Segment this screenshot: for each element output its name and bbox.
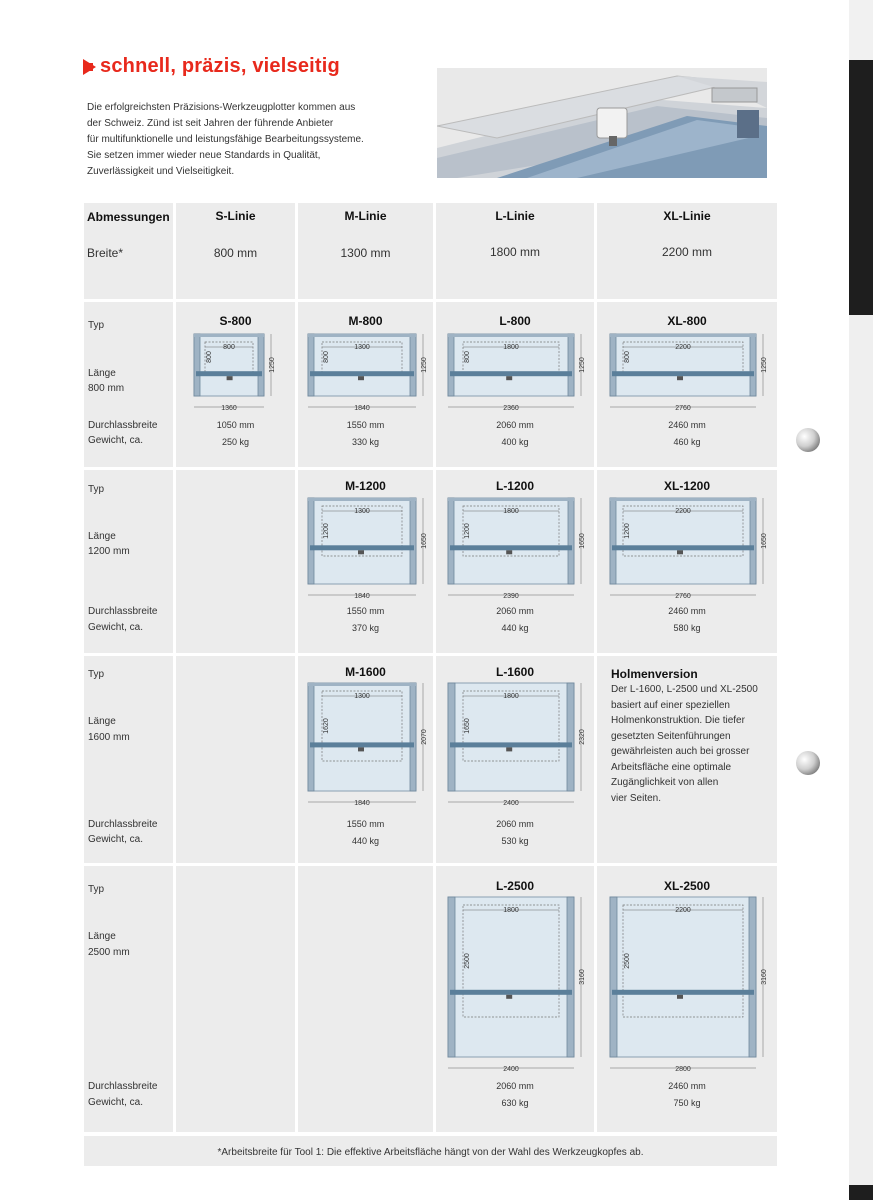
holmen-line: gewährleisten auch bei grosser	[611, 746, 750, 757]
inner-width-label: 800	[223, 344, 235, 351]
side-rail-right	[750, 334, 756, 396]
inner-width-label: 2200	[675, 344, 691, 351]
row-label-durchlass: Durchlassbreite	[88, 1081, 158, 1092]
row-label-typ: Typ	[88, 484, 105, 495]
page-edge-bottom	[849, 315, 873, 1185]
side-rail-right	[749, 897, 756, 1057]
spec-cell	[436, 816, 594, 850]
outer-width-label: 2390	[503, 593, 519, 600]
model-name: S-800	[219, 314, 252, 328]
row-label-laenge: Länge	[88, 931, 116, 942]
side-rail-left	[308, 334, 314, 396]
row-label-laenge: Länge	[88, 368, 116, 379]
spec-cell	[436, 1078, 594, 1112]
side-rail-right	[258, 334, 264, 396]
inner-height-label: 1650	[464, 718, 471, 734]
model-name: L-1200	[495, 479, 535, 493]
durchlass-value: 1550 mm	[346, 420, 385, 430]
holmen-line: Der L-1600, L-2500 und XL-2500	[611, 684, 758, 695]
model-cell-s-800	[176, 314, 295, 328]
intro-line: für multifunktionelle und leistungsfähige Bearbeitungssysteme.	[87, 134, 364, 145]
side-rail-left	[610, 897, 617, 1057]
holmen-line: Zugänglichkeit von allen	[611, 777, 719, 788]
inner-width-label: 2200	[675, 508, 691, 515]
inner-height-label: 2500	[624, 953, 631, 969]
dimension-diagram	[446, 895, 586, 1073]
durchlass-value: 2060 mm	[496, 1081, 534, 1091]
page-title: schnell, präzis, vielseitig	[100, 55, 340, 77]
gewicht-value: 580 kg	[673, 623, 701, 633]
dimension-diagram	[446, 496, 586, 600]
row-label-gewicht: Gewicht, ca.	[88, 1097, 144, 1108]
model-cell-xl-2500	[597, 879, 777, 893]
outer-width-label: 2760	[675, 405, 691, 412]
inner-height-label: 1200	[323, 523, 330, 539]
spec-cell	[436, 603, 594, 637]
gantry-bar	[612, 371, 754, 376]
plotter-diagram-svg	[446, 496, 586, 600]
tool-head	[358, 747, 364, 751]
side-rail-right	[750, 498, 756, 584]
gewicht-value: 330 kg	[351, 437, 380, 447]
row-label-durchlass: Durchlassbreite	[88, 606, 158, 617]
inner-height-label: 800	[624, 351, 631, 363]
row-label-gewicht: Gewicht, ca.	[88, 834, 144, 845]
outer-width-label: 2400	[503, 1066, 519, 1073]
model-name: XL-1200	[663, 479, 711, 493]
row-label-laenge: Länge	[88, 716, 116, 727]
top-frame	[448, 498, 574, 501]
holmen-line: Arbeitsfläche eine optimale	[611, 761, 732, 773]
holmen-line: Holmenkonstruktion. Die tiefer	[611, 715, 745, 726]
row-label-durchlass: Durchlassbreite	[88, 420, 158, 431]
model-cell-m-1200	[298, 479, 433, 493]
durchlass-value: 2460 mm	[668, 1081, 706, 1091]
gantry-bar	[450, 742, 572, 747]
breite-value-s: 800 mm	[213, 246, 258, 260]
side-rail-right	[410, 683, 416, 791]
top-frame	[610, 334, 756, 337]
model-cell-m-1600	[298, 665, 433, 679]
gantry-bar	[612, 545, 754, 550]
model-name: L-2500	[495, 879, 535, 893]
gantry-bar	[450, 545, 572, 550]
plotter-diagram-svg	[446, 332, 586, 412]
intro-line: Die erfolgreichsten Präzisions-Werkzeugplotter kommen aus	[87, 102, 356, 113]
plotter-diagram-svg	[446, 895, 586, 1073]
gewicht-value: 250 kg	[221, 437, 250, 447]
tool-head	[506, 550, 512, 554]
durchlass-value: 2060 mm	[496, 606, 534, 616]
outer-height-label: 1650	[421, 533, 428, 549]
model-cell-l-1200	[436, 479, 594, 493]
tool-head	[358, 550, 364, 554]
row-label-laenge-value: 1200 mm	[88, 546, 130, 557]
top-frame	[308, 683, 416, 686]
gewicht-value: 440 kg	[501, 623, 529, 633]
outer-height-label: 1250	[269, 357, 276, 373]
gewicht-value: 440 kg	[351, 836, 380, 846]
plotter-diagram-svg	[446, 681, 586, 807]
holmen-line: vier Seiten.	[611, 792, 662, 804]
inner-height-label: 800	[206, 351, 213, 363]
side-rail-left	[610, 334, 616, 396]
model-cell-l-2500	[436, 879, 594, 893]
top-frame	[610, 498, 756, 501]
tool-head	[677, 995, 683, 999]
inner-width-label: 1800	[503, 907, 519, 914]
gewicht-value: 400 kg	[501, 437, 529, 447]
inner-height-label: 1620	[323, 718, 330, 734]
model-cell-l-800	[436, 314, 594, 328]
side-rail-right	[410, 498, 416, 584]
tool-head	[227, 376, 233, 380]
outer-height-label: 1250	[421, 357, 428, 373]
holmen-line: gesetzten Seitenführungen	[611, 730, 731, 742]
side-rail-right	[567, 683, 574, 791]
side-rail-left	[448, 897, 455, 1057]
gantry-bar	[612, 990, 754, 995]
dimension-diagram	[306, 332, 428, 412]
outer-height-label: 3160	[761, 969, 768, 985]
gantry-bar	[196, 371, 262, 376]
durchlass-value: 2460 mm	[668, 606, 706, 616]
outer-height-label: 1250	[579, 357, 586, 373]
inner-width-label: 2200	[675, 907, 691, 914]
model-name: L-1600	[495, 665, 535, 679]
column-divider	[594, 203, 597, 1132]
spec-cell	[597, 603, 777, 637]
gewicht-value: 370 kg	[351, 623, 380, 633]
plotter-diagram-svg	[306, 496, 428, 600]
holmen-line: basiert auf einer speziellen	[611, 699, 730, 711]
inner-width-label: 1800	[503, 693, 519, 700]
outer-width-label: 1840	[354, 405, 370, 412]
side-rail-right	[568, 334, 574, 396]
header-label: Abmessungen	[87, 210, 170, 224]
side-rail-left	[448, 683, 455, 791]
gewicht-value: 460 kg	[673, 437, 701, 447]
inner-width-label: 1800	[503, 508, 519, 515]
header-column-xl: XL-Linie	[663, 209, 711, 223]
product-photo	[437, 68, 767, 178]
spec-cell	[597, 1078, 777, 1112]
outer-width-label: 1840	[354, 800, 370, 807]
side-rail-left	[610, 498, 616, 584]
spec-cell	[298, 603, 433, 637]
model-name: L-800	[499, 314, 531, 328]
plotter-diagram-svg	[608, 895, 768, 1073]
tool-head	[677, 550, 683, 554]
top-frame	[448, 334, 574, 337]
tool-head	[506, 995, 512, 999]
row-label-gewicht: Gewicht, ca.	[88, 622, 144, 633]
row-label-typ: Typ	[88, 669, 105, 680]
durchlass-value: 1550 mm	[346, 606, 385, 616]
inner-height-label: 800	[323, 351, 330, 363]
breite-value-xl: 2200 mm	[661, 245, 713, 259]
breite-label: Breite*	[87, 246, 124, 260]
header-column-m: M-Linie	[344, 209, 387, 223]
model-name: M-1600	[345, 665, 386, 679]
header-column-l: L-Linie	[495, 209, 535, 223]
intro-line: Sie setzen immer wieder neue Standards in Qualität,	[87, 150, 321, 161]
page-edge	[849, 0, 873, 1200]
outer-width-label: 1840	[354, 593, 370, 600]
plotter-diagram-svg	[608, 332, 768, 412]
spec-cell	[298, 417, 433, 451]
row-label-typ: Typ	[88, 884, 105, 895]
row-label-laenge-value: 1600 mm	[88, 732, 130, 743]
model-cell-m-800	[298, 314, 433, 328]
inner-height-label: 2500	[464, 953, 471, 969]
gantry-bar	[450, 371, 572, 376]
punch-hole-bottom	[796, 751, 820, 775]
outer-width-label: 2760	[675, 593, 691, 600]
model-cell-xl-1200	[597, 479, 777, 493]
row-label-durchlass: Durchlassbreite	[88, 819, 158, 830]
tool-head	[506, 747, 512, 751]
model-name: M-1200	[345, 479, 386, 493]
column-divider	[173, 203, 176, 1132]
spec-cell	[298, 816, 433, 850]
spec-cell	[597, 417, 777, 451]
side-rail-left	[448, 498, 454, 584]
tool-head	[358, 376, 364, 380]
row-label-laenge: Länge	[88, 531, 116, 542]
plotter-diagram-svg	[306, 681, 428, 807]
breite-value-l: 1800 mm	[489, 245, 541, 259]
inner-width-label: 1300	[354, 693, 370, 700]
outer-height-label: 3160	[579, 969, 586, 985]
outer-height-label: 2320	[579, 729, 586, 745]
page-edge-top	[849, 0, 873, 60]
gantry-bar	[310, 545, 414, 550]
durchlass-value: 1550 mm	[346, 819, 385, 829]
side-rail-right	[568, 498, 574, 584]
model-cell-l-1600	[436, 665, 594, 679]
table-surface	[448, 897, 574, 1057]
outer-height-label: 2070	[421, 729, 428, 745]
side-rail-left	[194, 334, 200, 396]
durchlass-value: 2060 mm	[496, 819, 534, 829]
header-column-s: S-Linie	[215, 209, 256, 223]
tool-head	[677, 376, 683, 380]
gewicht-value: 630 kg	[501, 1098, 529, 1108]
durchlass-value: 2460 mm	[668, 420, 706, 430]
row-label-laenge-value: 800 mm	[88, 383, 125, 394]
gewicht-value: 530 kg	[501, 836, 529, 846]
outer-height-label: 1650	[579, 533, 586, 549]
gantry-bar	[310, 742, 414, 747]
breite-value-m: 1300 mm	[340, 246, 391, 260]
tool-head	[506, 376, 512, 380]
title-arrow-icon	[83, 59, 96, 75]
footnote: *Arbeitsbreite für Tool 1: Die effektive Arbeitsfläche hängt von der Wahl des Werkzeugkopfes ab.	[84, 1136, 777, 1166]
inner-height-label: 1200	[624, 523, 631, 539]
row-label-typ: Typ	[88, 320, 105, 331]
durchlass-value: 1050 mm	[216, 420, 255, 430]
outer-width-label: 2360	[503, 405, 519, 412]
outer-height-label: 1650	[761, 533, 768, 549]
side-rail-right	[410, 334, 416, 396]
dimension-diagram	[608, 332, 768, 412]
table-surface	[610, 897, 756, 1057]
model-cell-xl-800	[597, 314, 777, 328]
plotter-diagram-svg	[192, 332, 276, 412]
dimension-diagram	[192, 332, 276, 412]
dimension-diagram	[608, 496, 768, 600]
dimension-diagram	[306, 496, 428, 600]
punch-hole-top	[796, 428, 820, 452]
inner-height-label: 800	[464, 351, 471, 363]
outer-height-label: 1250	[761, 357, 768, 373]
inner-width-label: 1800	[503, 344, 519, 351]
outer-width-label: 2800	[675, 1066, 691, 1073]
row-label-laenge-value: 2500 mm	[88, 947, 130, 958]
top-frame	[308, 498, 416, 501]
side-rail-right	[567, 897, 574, 1057]
intro-text	[87, 100, 417, 180]
gantry-bar	[310, 371, 414, 376]
plotter-diagram-svg	[608, 496, 768, 600]
dimension-diagram	[446, 332, 586, 412]
top-frame	[308, 334, 416, 337]
spec-cell	[176, 417, 295, 451]
intro-line: Zuverlässigkeit und Vielseitigkeit.	[87, 166, 235, 177]
side-rail-left	[308, 683, 314, 791]
model-name: XL-800	[667, 314, 707, 328]
durchlass-value: 2060 mm	[496, 420, 534, 430]
side-rail-left	[448, 334, 454, 396]
gantry-bar	[450, 990, 572, 995]
intro-line: der Schweiz. Zünd ist seit Jahren der führende Anbieter	[87, 118, 334, 129]
row-label-gewicht: Gewicht, ca.	[88, 435, 144, 446]
outer-width-label: 2400	[503, 800, 519, 807]
plotter-diagram-svg	[306, 332, 428, 412]
holmen-title: Holmenversion	[611, 667, 698, 681]
outer-width-label: 1360	[221, 405, 237, 412]
dimension-diagram	[608, 895, 768, 1073]
side-rail-left	[308, 498, 314, 584]
inner-width-label: 1300	[354, 344, 370, 351]
dimension-diagram	[306, 681, 428, 807]
spec-cell	[436, 417, 594, 451]
gewicht-value: 750 kg	[673, 1098, 701, 1108]
inner-width-label: 1300	[354, 508, 370, 515]
dimension-diagram	[446, 681, 586, 807]
model-name: M-800	[348, 314, 383, 328]
holmen-note	[611, 666, 771, 806]
top-frame	[194, 334, 264, 337]
inner-height-label: 1200	[464, 523, 471, 539]
model-name: XL-2500	[663, 879, 711, 893]
